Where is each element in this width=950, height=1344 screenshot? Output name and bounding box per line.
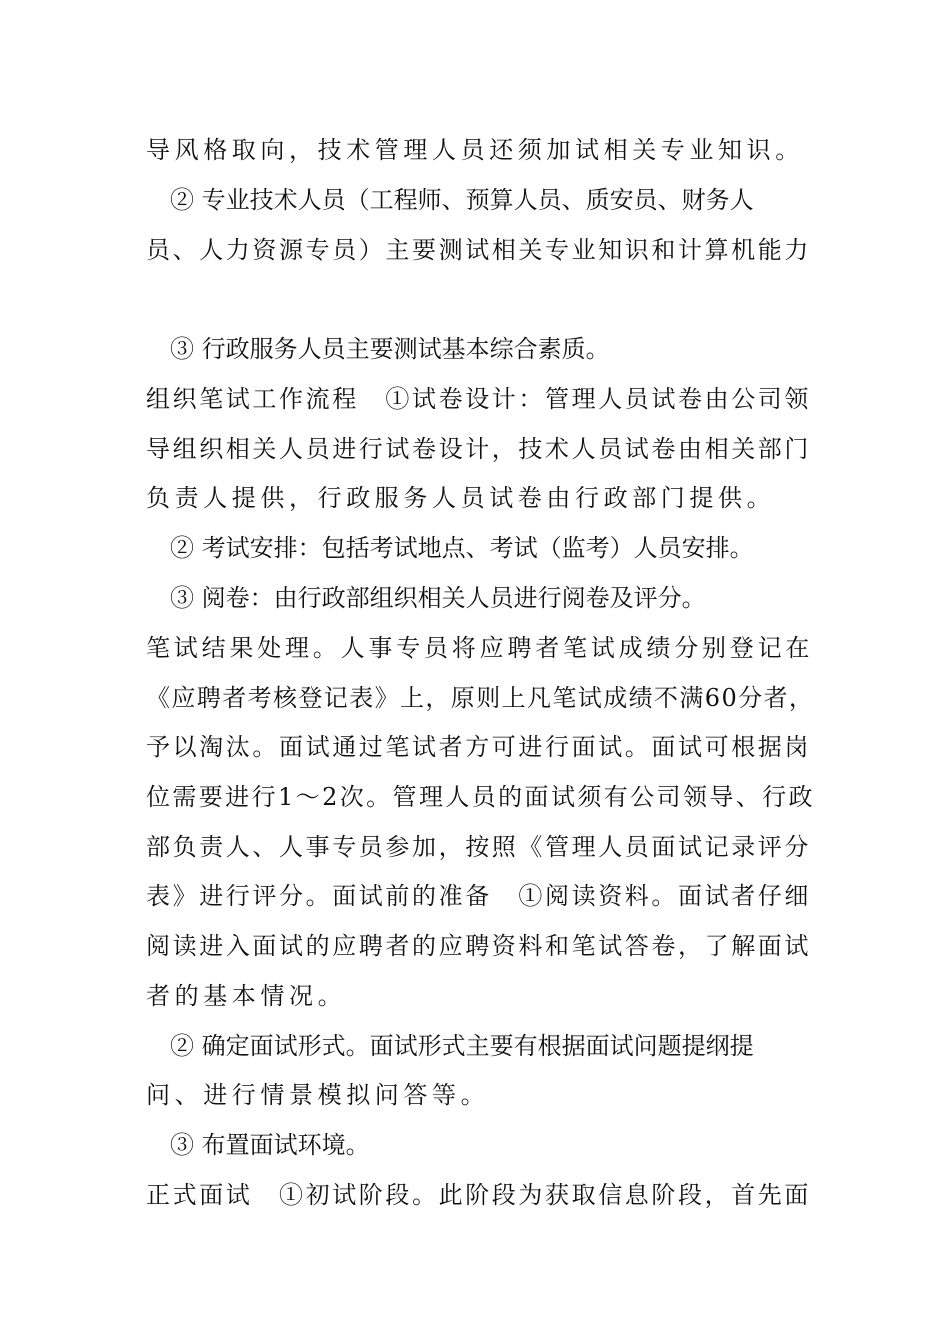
text-line: 笔试结果处理。人事专员将应聘者笔试成绩分别登记在 bbox=[146, 634, 814, 662]
text-line: 部负责人、人事专员参加，按照《管理人员面试记录评分 bbox=[146, 833, 811, 861]
text-line: 导组织相关人员进行试卷设计，技术人员试卷由相关部门 bbox=[146, 435, 811, 463]
text-line: 导风格取向，技术管理人员还须加试相关专业知识。 bbox=[146, 136, 804, 164]
text-line: 《应聘者考核登记表》上，原则上凡笔试成绩不满60分者， bbox=[146, 684, 815, 712]
text-line: 问、进行情景模拟问答等。 bbox=[146, 1081, 490, 1109]
text-line: 表》进行评分。面试前的准备 ①阅读资料。面试者仔细 bbox=[146, 882, 811, 910]
text-line: 予以淘汰。面试通过笔试者方可进行面试。面试可根据岗 bbox=[146, 733, 811, 761]
text-line: ② 确定面试形式。面试形式主要有根据面试问题提纲提 bbox=[170, 1032, 754, 1060]
text-line: ③ 布置面试环境。 bbox=[170, 1131, 370, 1159]
text-line: 负责人提供，行政服务人员试卷由行政部门提供。 bbox=[146, 484, 776, 512]
text-line: 组织笔试工作流程 ①试卷设计：管理人员试卷由公司领 bbox=[146, 385, 811, 413]
text-line: 正式面试 ①初试阶段。此阶段为获取信息阶段，首先面 bbox=[146, 1181, 811, 1209]
text-line: 位需要进行1～2次。管理人员的面试须有公司领导、行政 bbox=[146, 783, 815, 811]
text-line: 者的基本情况。 bbox=[146, 982, 347, 1010]
text-line: ② 专业技术人员（工程师、预算人员、质安员、财务人 bbox=[170, 186, 754, 214]
text-line: ② 考试安排：包括考试地点、考试（监考）人员安排。 bbox=[170, 534, 754, 562]
text-line: ③ 行政服务人员主要测试基本综合素质。 bbox=[170, 335, 610, 363]
text-line: ③ 阅卷：由行政部组织相关人员进行阅卷及评分。 bbox=[170, 584, 706, 612]
text-line: 阅读进入面试的应聘者的应聘资料和笔试答卷，了解面试 bbox=[146, 932, 811, 960]
text-line: 员、人力资源专员）主要测试相关专业知识和计算机能力 bbox=[146, 236, 811, 264]
